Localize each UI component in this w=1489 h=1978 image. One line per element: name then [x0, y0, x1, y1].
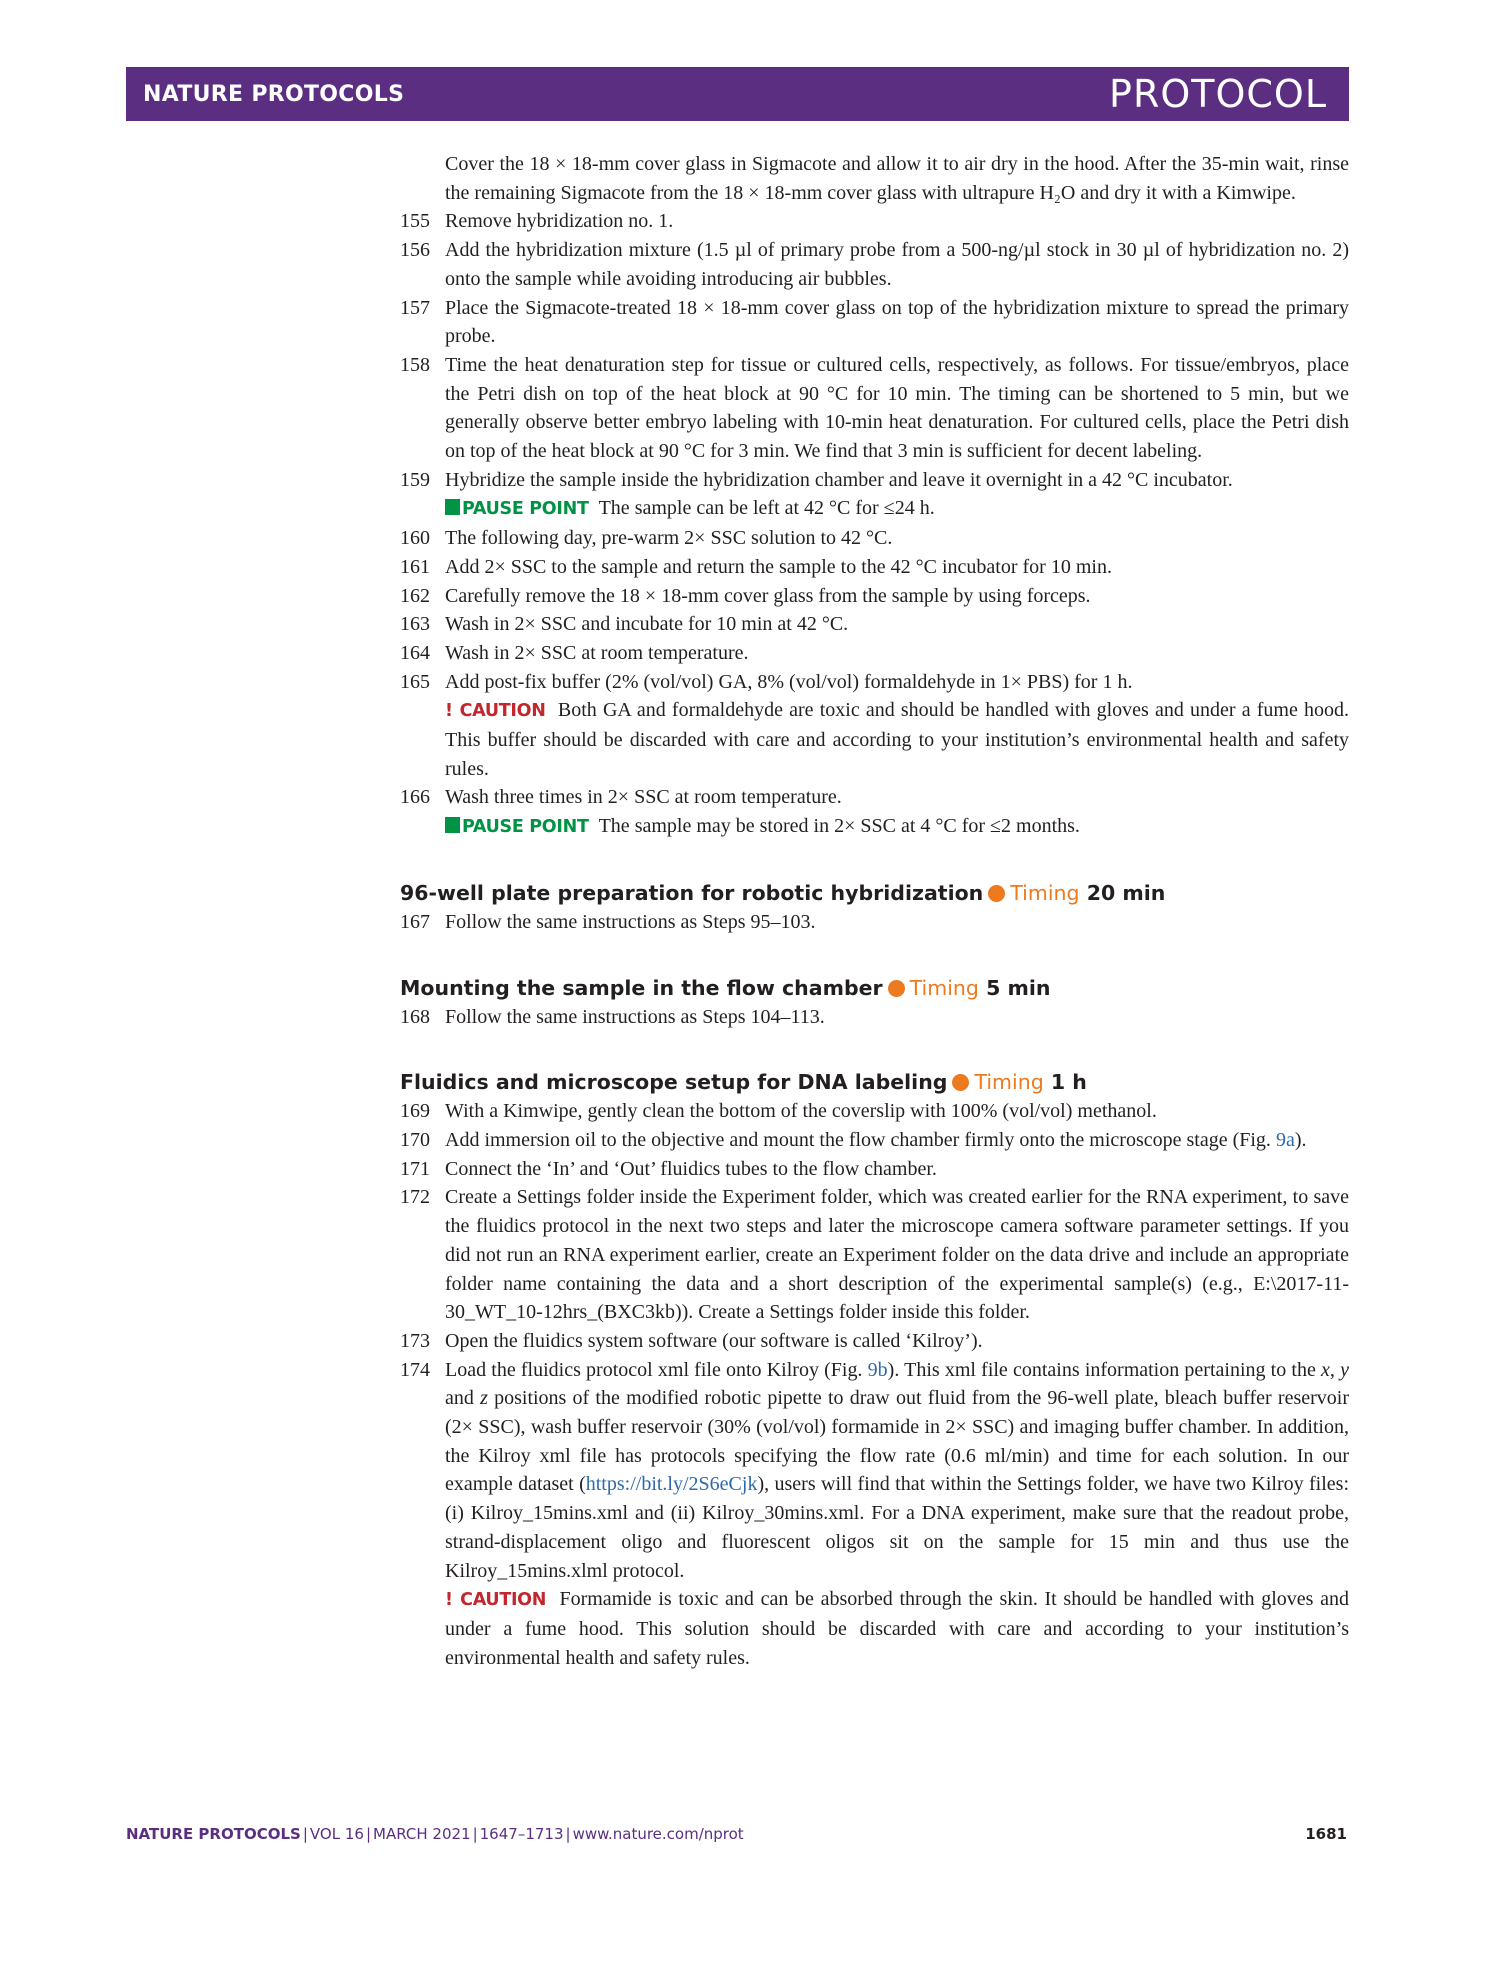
section-title: Fluidics and microscope setup for DNA labeling [400, 1070, 948, 1095]
caution-note [445, 1585, 1349, 1672]
procedure-step [400, 1126, 1349, 1155]
journal-header-bar [126, 67, 1349, 121]
section-title: Mounting the sample in the flow chamber [400, 975, 883, 1000]
pause-square-icon [445, 817, 460, 833]
step-text: and [445, 1387, 481, 1410]
procedure-step [400, 294, 1349, 351]
figure-link[interactable]: 9b [867, 1358, 888, 1381]
step-text: positions of the modified robotic pipette to draw out fluid from the 96-well plate, bleach buffer reservoir (2× SSC), wash buffer reservoir (30% (vol/vol) formamide in 2× SSC) and imaging buffer chamber. In addition, the Kilroy xml file has protocols specifying the flow rate (0.6 ml/min) and time for each solution. In our example dataset ( [445, 1387, 1349, 1496]
step-number: 163 [400, 613, 430, 636]
step-number: 171 [400, 1157, 430, 1180]
section-heading [400, 973, 1349, 1003]
step-text: ). [1294, 1128, 1307, 1151]
step-number: 162 [400, 584, 430, 607]
section-heading [400, 878, 1349, 908]
axis-variable: y [1340, 1358, 1349, 1381]
pause-square-icon [445, 499, 460, 515]
procedure-step [400, 1003, 1349, 1032]
step-text: Time the heat denaturation step for tissue or cultured cells, respectively, as follows. For tissue/embryos, place the Petri dish on top of the heat block at 90 °C for 10 min. The timing can be shortened to 5 min, but we generally observe better embryo labeling with 10-min heat denaturation. For cultured cells, place the Petri dish on top of the heat block at 90 °C for 3 min. We find that 3 min is sufficient for decent labeling. [445, 353, 1349, 463]
step-text: , [1329, 1358, 1341, 1381]
procedure-step [400, 582, 1349, 611]
step-text: Open the fluidics system software (our software is called ‘Kilroy’). [445, 1329, 983, 1352]
step-text: Add the hybridization mixture (1.5 µl of primary probe from a 500-ng/µl stock in 30 µl of hybridization no. 2) onto the sample while avoiding introducing air bubbles. [445, 239, 1349, 290]
footer-citation: NATURE PROTOCOLS | VOL 16 | MARCH 2021 | 1647–1713 | www.nature.com/nprot [126, 1825, 744, 1843]
timing-label: Timing [909, 975, 979, 1000]
step-text: ). This xml file contains information pertaining to the [887, 1358, 1322, 1381]
caution-text: Both GA and formaldehyde are toxic and should be handled with gloves and under a fume hood. This buffer should be discarded with care and according to your institution’s environmental health and safety rules. [445, 699, 1350, 780]
step-number: 170 [400, 1128, 430, 1151]
step-text: Wash in 2× SSC at room temperature. [445, 641, 749, 664]
procedure-step [400, 351, 1349, 466]
procedure-step [400, 466, 1349, 524]
step-text: Place the Sigmacote-treated 18 × 18-mm cover glass on top of the hybridization mixture to spread the primary probe. [445, 296, 1349, 348]
procedure-step [400, 668, 1349, 784]
footer-pages: 1647–1713 [479, 1825, 564, 1843]
procedure-step [400, 524, 1349, 553]
caution-text: Formamide is toxic and can be absorbed through the skin. It should be handled with gloves and under a fume hood. This solution should be discarded with care and according to your institution’s environmental health and safety rules. [445, 1588, 1350, 1669]
journal-name: NATURE PROTOCOLS [143, 82, 405, 107]
pause-point-note [445, 812, 1349, 842]
step-number: 158 [400, 353, 430, 376]
step-text: Remove hybridization no. 1. [445, 210, 674, 233]
timing-dot-icon [888, 980, 905, 997]
step-number: 164 [400, 641, 430, 664]
procedure-step [400, 1327, 1349, 1356]
procedure-step [400, 908, 1349, 937]
timing-dot-icon [988, 885, 1005, 902]
procedure-step [400, 1155, 1349, 1184]
timing-label: Timing [974, 1070, 1044, 1095]
step-text: The following day, pre-warm 2× SSC solution to 42 °C. [445, 527, 893, 550]
step-number: 157 [400, 296, 430, 319]
footer-date: MARCH 2021 [373, 1825, 471, 1843]
step-number: 167 [400, 910, 430, 933]
caution-note [445, 696, 1349, 783]
pause-point-text: The sample can be left at 42 °C for ≤24 h. [598, 497, 935, 520]
article-type: PROTOCOL [1109, 72, 1327, 116]
step-text: Connect the ‘In’ and ‘Out’ fluidics tubes to the flow chamber. [445, 1157, 937, 1180]
step-text: Add immersion oil to the objective and mount the flow chamber firmly onto the microscope stage (Fig. [445, 1128, 1276, 1151]
section-heading [400, 1067, 1349, 1097]
pause-point-text: The sample may be stored in 2× SSC at 4 °C for ≤2 months. [598, 815, 1080, 838]
step-text: Wash in 2× SSC and incubate for 10 min at 42 °C. [445, 613, 849, 636]
step-number: 172 [400, 1186, 430, 1209]
timing-value: 5 min [986, 975, 1051, 1000]
step-number: 169 [400, 1100, 430, 1123]
step-number: 156 [400, 239, 430, 262]
page-footer [126, 1825, 1349, 1847]
step-text: Carefully remove the 18 × 18-mm cover glass from the sample by using forceps. [445, 584, 1091, 607]
timing-label: Timing [1010, 880, 1080, 905]
step-text: Create a Settings folder inside the Experiment folder, which was created earlier for the RNA experiment, to save the fluidics protocol in the next two steps and later the microscope camera software parameter settings. If you did not run an RNA experiment earlier, create an Experiment folder on the data drive and include an appropriate folder name containing the data and a short description of the experimental sample(s) (e.g., E:\2017-11-30_WT_10-12hrs_(BXC3kb)). Create a Settings folder inside this folder. [445, 1186, 1349, 1324]
step-text: Hybridize the sample inside the hybridization chamber and leave it overnight in a 42 °C incubator. [445, 468, 1233, 491]
timing-value: 20 min [1086, 880, 1166, 905]
axis-variable: x [1321, 1358, 1330, 1381]
page-content [400, 150, 1349, 1672]
step-text: Add post-fix buffer (2% (vol/vol) GA, 8% (vol/vol) formaldehyde in 1× PBS) for 1 h. [445, 670, 1133, 693]
pause-point-label: PAUSE POINT [462, 817, 589, 838]
step-text: With a Kimwipe, gently clean the bottom of the coverslip with 100% (vol/vol) methanol. [445, 1100, 1157, 1123]
footer-volume: VOL 16 [309, 1825, 364, 1843]
dataset-link[interactable]: https://bit.ly/2S6eCjk [585, 1473, 758, 1496]
step-text: Wash three times in 2× SSC at room temperature. [445, 786, 842, 809]
procedure-step [400, 1356, 1349, 1673]
section-title: 96-well plate preparation for robotic hybridization [400, 880, 984, 905]
step-number: 160 [400, 527, 430, 550]
step-text: Follow the same instructions as Steps 104–113. [445, 1005, 825, 1028]
step-text: Follow the same instructions as Steps 95–103. [445, 910, 816, 933]
step-number: 173 [400, 1329, 430, 1352]
intro-paragraph: Cover the 18 × 18-mm cover glass in Sigmacote and allow it to air dry in the hood. After the 35-min wait, rinse the remaining Sigmacote from the 18 × 18-mm cover glass with ultrapure H₂O and dry it with a Kimwipe. [445, 153, 1349, 204]
footer-journal: NATURE PROTOCOLS [126, 1825, 301, 1843]
timing-dot-icon [952, 1074, 969, 1091]
procedure-step [400, 553, 1349, 582]
step-number: 166 [400, 786, 430, 809]
procedure-step [400, 639, 1349, 668]
procedure-step [400, 236, 1349, 293]
step-text: ), users will find that within the Settings folder, we have two Kilroy files: (i) Kilroy_15mins.xml and (ii) Kilroy_30mins.xml. For a DNA experiment, make sure that the readout probe, strand-displacement oligo and fluorescent oligos sit on the sample for 15 min and thus use the Kilroy_15mins.xlml protocol. [445, 1473, 1349, 1582]
procedure-step [400, 610, 1349, 639]
procedure-step [400, 1183, 1349, 1327]
timing-value: 1 h [1050, 1070, 1087, 1095]
step-text: Load the fluidics protocol xml file onto Kilroy (Fig. [445, 1358, 868, 1381]
procedure-step [400, 1097, 1349, 1126]
procedure-step [400, 783, 1349, 841]
footer-url[interactable]: www.nature.com/nprot [572, 1825, 744, 1843]
caution-label: ! CAUTION [445, 1590, 547, 1611]
step-number: 159 [400, 468, 430, 491]
step-number: 161 [400, 555, 430, 578]
caution-label: ! CAUTION [445, 701, 546, 722]
step-text: Add 2× SSC to the sample and return the sample to the 42 °C incubator for 10 min. [445, 555, 1112, 578]
procedure-step [400, 207, 1349, 236]
step-number: 168 [400, 1005, 430, 1028]
step-number: 174 [400, 1358, 430, 1381]
pause-point-label: PAUSE POINT [462, 499, 589, 520]
axis-variable: z [480, 1387, 488, 1410]
step-number: 165 [400, 670, 430, 693]
pause-point-note [445, 494, 1349, 524]
page-number: 1681 [1305, 1825, 1347, 1843]
step-number: 155 [400, 210, 430, 233]
figure-link[interactable]: 9a [1275, 1128, 1295, 1151]
